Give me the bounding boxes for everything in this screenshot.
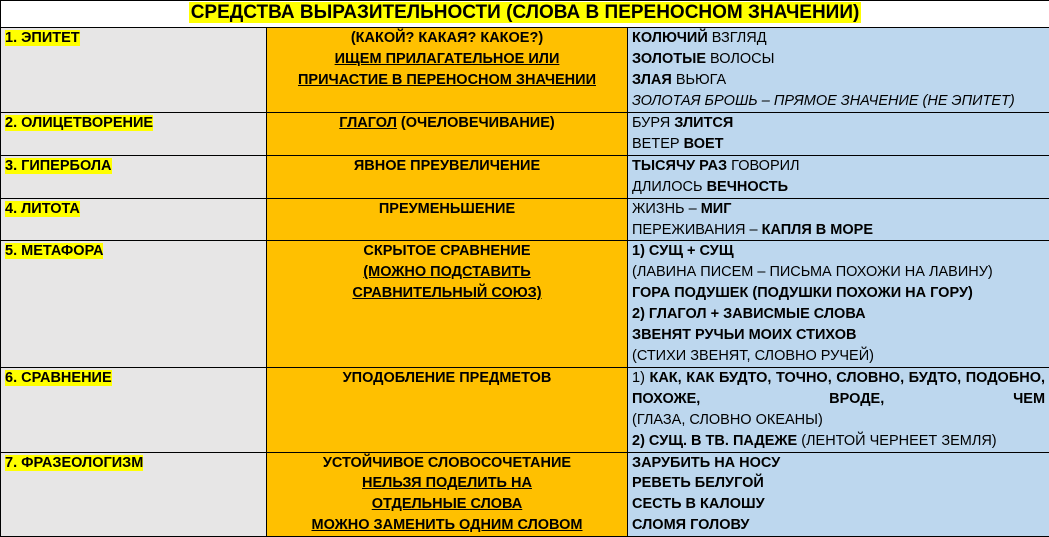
term-description-line: (КАКОЙ? КАКАЯ? КАКОЕ?) — [271, 28, 623, 49]
term-description-line: (МОЖНО ПОДСТАВИТЬ — [271, 262, 623, 283]
example-line: ВЕТЕР ВОЕТ — [632, 134, 1045, 155]
term-name: 2. ОЛИЦЕТВОРЕНИЕ — [5, 115, 153, 131]
term-description-line: ГЛАГОЛ (ОЧЕЛОВЕЧИВАНИЕ) — [271, 113, 623, 134]
example-line: ДЛИЛОСЬ ВЕЧНОСТЬ — [632, 177, 1045, 198]
table-row-litotes — [1, 198, 1049, 241]
example-line: 2) СУЩ. В ТВ. ПАДЕЖЕ (ЛЕНТОЙ ЧЕРНЕЕТ ЗЕМЛЯ) — [632, 431, 1045, 452]
example-line: ЗВЕНЯТ РУЧЬИ МОИХ СТИХОВ — [632, 325, 1045, 346]
example-line: ПЕРЕЖИВАНИЯ – КАПЛЯ В МОРЕ — [632, 220, 1045, 241]
table-row-metaphor — [1, 241, 1049, 367]
example-line: РЕВЕТЬ БЕЛУГОЙ — [632, 473, 1045, 494]
term-name: 6. СРАВНЕНИЕ — [5, 370, 112, 386]
example-line: БУРЯ ЗЛИТСЯ — [632, 113, 1045, 134]
example-line: ТЫСЯЧУ РАЗ ГОВОРИЛ — [632, 156, 1045, 177]
example-line: КОЛЮЧИЙ ВЗГЛЯД — [632, 28, 1045, 49]
table-row-epithet — [1, 28, 1049, 113]
term-description-line: НЕЛЬЗЯ ПОДЕЛИТЬ НА — [271, 473, 623, 494]
example-line: ЗОЛОТЫЕ ВОЛОСЫ — [632, 49, 1045, 70]
example-line: (ГЛАЗА, СЛОВНО ОКЕАНЫ) — [632, 410, 1045, 431]
term-name: 7. ФРАЗЕОЛОГИЗМ — [5, 455, 143, 471]
example-line: ЗАРУБИТЬ НА НОСУ — [632, 453, 1045, 474]
table-row-phraseologism — [1, 452, 1049, 537]
term-name: 1. ЭПИТЕТ — [5, 30, 80, 46]
term-description-line: МОЖНО ЗАМЕНИТЬ ОДНИМ СЛОВОМ — [271, 515, 623, 536]
term-description-line: СРАВНИТЕЛЬНЫЙ СОЮЗ) — [271, 283, 623, 304]
term-name: 5. МЕТАФОРА — [5, 243, 103, 259]
term-description-line: ПРИЧАСТИЕ В ПЕРЕНОСНОМ ЗНАЧЕНИИ — [271, 70, 623, 91]
term-name: 4. ЛИТОТА — [5, 201, 80, 217]
term-description-line: ОТДЕЛЬНЫЕ СЛОВА — [271, 494, 623, 515]
term-description-line: ПРЕУМЕНЬШЕНИЕ — [271, 199, 623, 220]
example-note: ЗОЛОТАЯ БРОШЬ – ПРЯМОЕ ЗНАЧЕНИЕ (НЕ ЭПИТЕТ) — [632, 91, 1045, 112]
example-line: 1) СУЩ + СУЩ — [632, 241, 1045, 262]
term-description-line: ИЩЕМ ПРИЛАГАТЕЛЬНОЕ ИЛИ — [271, 49, 623, 70]
table-row-comparison — [1, 367, 1049, 452]
example-line: ЗЛАЯ ВЬЮГА — [632, 70, 1045, 91]
example-line: ЖИЗНЬ – МИГ — [632, 199, 1045, 220]
example-line: (ЛАВИНА ПИСЕМ – ПИСЬМА ПОХОЖИ НА ЛАВИНУ) — [632, 262, 1045, 283]
example-line: ГОРА ПОДУШЕК (ПОДУШКИ ПОХОЖИ НА ГОРУ) — [632, 283, 1045, 304]
table-row-personification — [1, 113, 1049, 156]
term-name: 3. ГИПЕРБОЛА — [5, 158, 112, 174]
table-row-hyperbole — [1, 155, 1049, 198]
example-line: СЕСТЬ В КАЛОШУ — [632, 494, 1045, 515]
table-title: СРЕДСТВА ВЫРАЗИТЕЛЬНОСТИ (СЛОВА В ПЕРЕНОСНОМ ЗНАЧЕНИИ) — [189, 2, 862, 23]
term-description-line: ЯВНОЕ ПРЕУВЕЛИЧЕНИЕ — [271, 156, 623, 177]
example-line: СЛОМЯ ГОЛОВУ — [632, 515, 1045, 536]
example-line: (СТИХИ ЗВЕНЯТ, СЛОВНО РУЧЕЙ) — [632, 346, 1045, 367]
term-description-line: УСТОЙЧИВОЕ СЛОВОСОЧЕТАНИЕ — [271, 453, 623, 474]
term-description-line: СКРЫТОЕ СРАВНЕНИЕ — [271, 241, 623, 262]
example-line: 2) ГЛАГОЛ + ЗАВИСМЫЕ СЛОВА — [632, 304, 1045, 325]
title-row — [1, 1, 1049, 28]
term-description-line: УПОДОБЛЕНИЕ ПРЕДМЕТОВ — [271, 368, 623, 389]
example-line: 1) КАК, КАК БУДТО, ТОЧНО, СЛОВНО, БУДТО, ПОДОБНО, ПОХОЖЕ, ВРОДЕ, ЧЕМ — [632, 368, 1045, 410]
